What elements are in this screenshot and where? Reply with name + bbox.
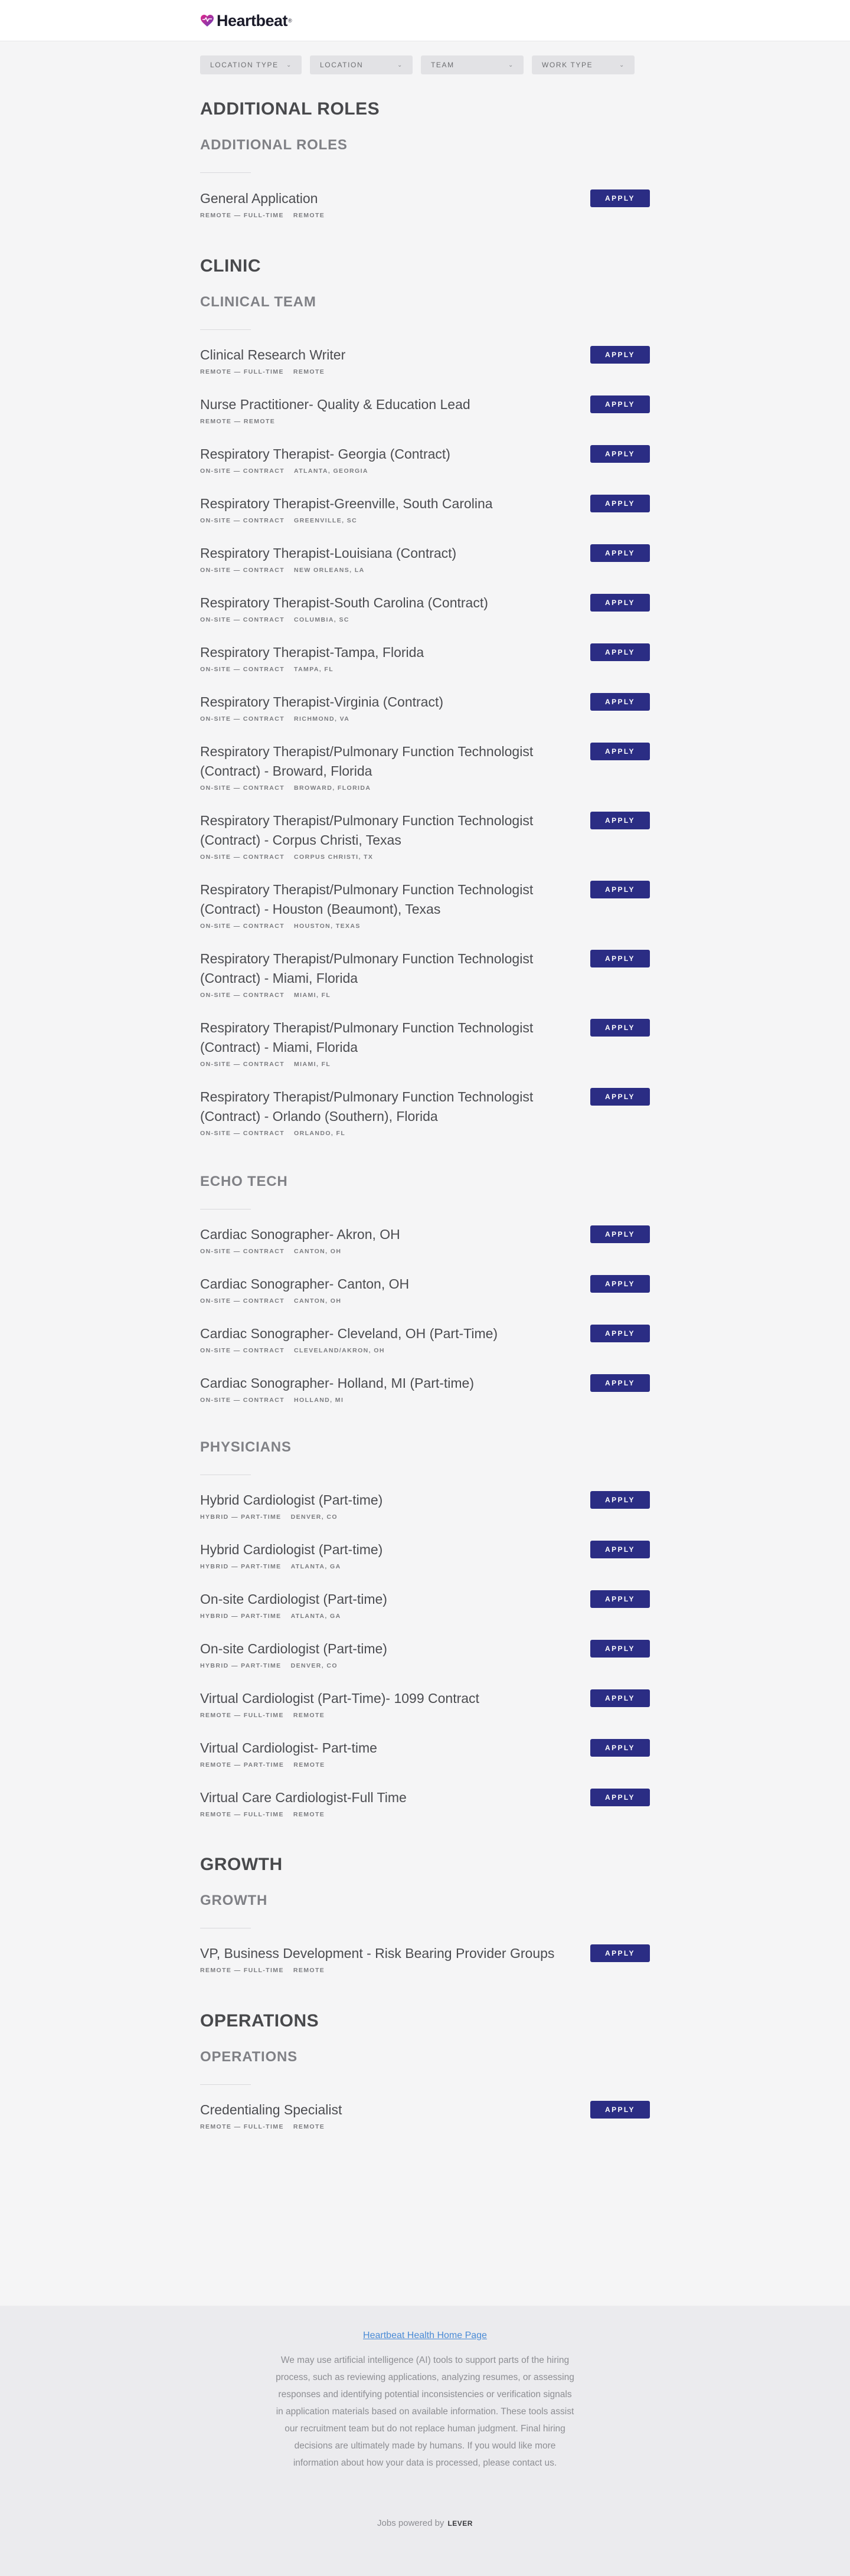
job-title-link[interactable]: Virtual Care Cardiologist-Full Time: [200, 1790, 407, 1805]
job-posting: [200, 1324, 650, 1354]
job-posting: [200, 1274, 650, 1305]
brand-name: Heartbeat: [217, 11, 288, 30]
job-posting: [200, 1087, 650, 1137]
apply-button[interactable]: APPLY: [590, 544, 650, 562]
job-title-link[interactable]: Respiratory Therapist/Pulmonary Function Technologist (Contract) - Miami, Florida: [200, 951, 534, 986]
filter-work-type[interactable]: [532, 55, 635, 74]
job-commitment: ON-SITE — CONTRACT: [200, 1130, 285, 1137]
apply-button[interactable]: APPLY: [590, 1088, 650, 1106]
lever-logo[interactable]: LEVER: [447, 2519, 473, 2528]
job-meta: [200, 567, 650, 574]
job-commitment: REMOTE — FULL-TIME: [200, 2123, 284, 2130]
job-commitment: ON-SITE — CONTRACT: [200, 616, 285, 623]
job-commitment: REMOTE — PART-TIME: [200, 1761, 285, 1768]
job-title-link[interactable]: Hybrid Cardiologist (Part-time): [200, 1542, 383, 1557]
job-title-link[interactable]: Respiratory Therapist/Pulmonary Function Technologist (Contract) - Miami, Florida: [200, 1020, 534, 1055]
job-meta: [200, 1347, 650, 1354]
job-title-link[interactable]: Respiratory Therapist/Pulmonary Function Technologist (Contract) - Corpus Christi, Texas: [200, 813, 534, 848]
team-heading: ECHO TECH: [200, 1173, 288, 1189]
job-title-link[interactable]: Respiratory Therapist-Virginia (Contract): [200, 694, 444, 710]
job-location: NEW ORLEANS, LA: [294, 567, 365, 574]
job-posting: [200, 345, 650, 375]
job-posting: [200, 949, 650, 999]
job-posting: [200, 2100, 650, 2130]
department-heading: ADDITIONAL ROLES: [200, 99, 380, 119]
job-posting: [200, 189, 650, 219]
job-location: REMOTE: [293, 368, 325, 375]
job-meta: [200, 616, 650, 623]
job-location: ORLANDO, FL: [294, 1130, 346, 1137]
heart-logo-icon: [200, 14, 214, 27]
job-location: COLUMBIA, SC: [294, 616, 349, 623]
job-posting: [200, 742, 650, 792]
apply-button[interactable]: APPLY: [590, 2101, 650, 2119]
job-posting: [200, 880, 650, 930]
job-title-link[interactable]: Respiratory Therapist-Greenville, South Carolina: [200, 496, 493, 511]
job-commitment: ON-SITE — CONTRACT: [200, 567, 285, 574]
job-commitment: ON-SITE — CONTRACT: [200, 854, 285, 861]
job-location: DENVER, CO: [290, 1662, 338, 1669]
job-posting: [200, 1788, 650, 1818]
department-heading: OPERATIONS: [200, 2011, 319, 2031]
job-posting: [200, 1590, 650, 1620]
powered-by-label: Jobs powered by: [377, 2518, 444, 2528]
job-posting: [200, 444, 650, 475]
job-location: CANTON, OH: [294, 1248, 342, 1255]
job-posting: [200, 1225, 650, 1255]
divider: [200, 329, 251, 330]
job-location: TAMPA, FL: [294, 666, 334, 673]
apply-button[interactable]: APPLY: [590, 1491, 650, 1509]
job-location: REMOTE: [293, 212, 325, 219]
job-meta: [200, 1712, 650, 1719]
job-meta: [200, 666, 650, 673]
job-commitment: ON-SITE — CONTRACT: [200, 715, 285, 723]
job-location: REMOTE: [293, 2123, 325, 2130]
job-title-link[interactable]: Respiratory Therapist-Tampa, Florida: [200, 645, 424, 660]
job-meta: [200, 1967, 650, 1974]
chevron-down-icon: ⌄: [508, 61, 514, 68]
job-title-link[interactable]: Cardiac Sonographer- Holland, MI (Part-time): [200, 1375, 475, 1391]
job-title-link[interactable]: General Application: [200, 191, 318, 206]
job-title-link[interactable]: Respiratory Therapist/Pulmonary Function Technologist (Contract) - Orlando (Southern), Florida: [200, 1089, 534, 1124]
department-heading: GROWTH: [200, 1855, 283, 1874]
job-commitment: ON-SITE — CONTRACT: [200, 992, 285, 999]
team-heading: CLINICAL TEAM: [200, 294, 316, 310]
job-location: MIAMI, FL: [294, 1061, 331, 1068]
top-bar: [0, 0, 850, 41]
job-commitment: ON-SITE — CONTRACT: [200, 1347, 285, 1354]
filter-label: TEAM: [431, 61, 455, 69]
apply-button[interactable]: APPLY: [590, 1739, 650, 1757]
apply-button[interactable]: APPLY: [590, 643, 650, 661]
job-location: RICHMOND, VA: [294, 715, 350, 723]
job-commitment: ON-SITE — CONTRACT: [200, 923, 285, 930]
job-commitment: ON-SITE — CONTRACT: [200, 784, 285, 792]
job-title-link[interactable]: Respiratory Therapist-South Carolina (Contract): [200, 595, 488, 610]
job-location: CLEVELAND/AKRON, OH: [294, 1347, 385, 1354]
job-commitment: HYBRID — PART-TIME: [200, 1662, 282, 1669]
job-posting: [200, 692, 650, 723]
apply-button[interactable]: APPLY: [590, 346, 650, 364]
job-meta: [200, 1613, 650, 1620]
apply-button[interactable]: APPLY: [590, 693, 650, 711]
team-heading: GROWTH: [200, 1892, 268, 1908]
team-heading: OPERATIONS: [200, 2049, 298, 2065]
job-title-link[interactable]: Cardiac Sonographer- Canton, OH: [200, 1276, 410, 1292]
filter-label: LOCATION TYPE: [210, 61, 279, 69]
job-commitment: ON-SITE — CONTRACT: [200, 1397, 285, 1404]
job-commitment: ON-SITE — CONTRACT: [200, 666, 285, 673]
apply-button[interactable]: APPLY: [590, 1275, 650, 1293]
powered-by: [0, 2518, 850, 2528]
job-meta: [200, 1130, 650, 1137]
job-meta: [200, 1662, 650, 1669]
job-commitment: ON-SITE — CONTRACT: [200, 1061, 285, 1068]
job-location: HOUSTON, TEXAS: [294, 923, 361, 930]
apply-button[interactable]: APPLY: [590, 1325, 650, 1342]
job-title-link[interactable]: Respiratory Therapist-Louisiana (Contract): [200, 545, 457, 561]
chevron-down-icon: ⌄: [286, 61, 292, 68]
job-commitment: HYBRID — PART-TIME: [200, 1563, 282, 1570]
job-posting: [200, 494, 650, 524]
job-commitment: ON-SITE — CONTRACT: [200, 468, 285, 475]
job-location: GREENVILLE, SC: [294, 517, 358, 524]
job-commitment: HYBRID — PART-TIME: [200, 1513, 282, 1521]
apply-button[interactable]: APPLY: [590, 189, 650, 207]
job-meta: [200, 517, 650, 524]
job-meta: [200, 1297, 650, 1305]
job-title-link[interactable]: VP, Business Development - Risk Bearing Provider Groups: [200, 1946, 555, 1961]
divider: [200, 172, 251, 173]
home-page-link[interactable]: Heartbeat Health Home Page: [363, 2330, 487, 2340]
job-location: ATLANTA, GA: [290, 1563, 341, 1570]
job-meta: [200, 1513, 650, 1521]
job-meta: [200, 1811, 650, 1818]
job-location: REMOTE: [293, 1712, 325, 1719]
apply-button[interactable]: APPLY: [590, 594, 650, 612]
job-posting: [200, 1944, 650, 1974]
job-location: BROWARD, FLORIDA: [294, 784, 371, 792]
job-commitment: REMOTE — REMOTE: [200, 418, 276, 425]
job-title-link[interactable]: Virtual Cardiologist- Part-time: [200, 1740, 377, 1756]
divider: [200, 2084, 251, 2085]
footer: [0, 2306, 850, 2576]
job-location: CANTON, OH: [294, 1297, 342, 1305]
job-posting: [200, 1018, 650, 1068]
team-heading: ADDITIONAL ROLES: [200, 137, 348, 153]
job-title-link[interactable]: On-site Cardiologist (Part-time): [200, 1641, 387, 1656]
job-title-link[interactable]: Clinical Research Writer: [200, 347, 346, 362]
job-meta: [200, 1563, 650, 1570]
job-meta: [200, 923, 650, 930]
filter-bar: [200, 55, 635, 74]
job-meta: [200, 1397, 650, 1404]
job-meta: [200, 468, 650, 475]
job-posting: [200, 1540, 650, 1570]
chevron-down-icon: ⌄: [397, 61, 403, 68]
filter-label: WORK TYPE: [542, 61, 593, 69]
job-meta: [200, 715, 650, 723]
job-location: MIAMI, FL: [294, 992, 331, 999]
apply-button[interactable]: APPLY: [590, 1019, 650, 1037]
job-title-link[interactable]: Respiratory Therapist/Pulmonary Function Technologist (Contract) - Broward, Florida: [200, 744, 534, 779]
job-location: HOLLAND, MI: [294, 1397, 344, 1404]
apply-button[interactable]: APPLY: [590, 1944, 650, 1962]
apply-button[interactable]: APPLY: [590, 1225, 650, 1243]
apply-button[interactable]: APPLY: [590, 395, 650, 413]
job-meta: [200, 418, 650, 425]
job-commitment: ON-SITE — CONTRACT: [200, 1297, 285, 1305]
job-meta: [200, 854, 650, 861]
job-title-link[interactable]: Virtual Cardiologist (Part-Time)- 1099 Contract: [200, 1691, 479, 1706]
job-posting: [200, 811, 650, 861]
job-title-link[interactable]: Credentialing Specialist: [200, 2102, 342, 2117]
job-commitment: REMOTE — FULL-TIME: [200, 212, 284, 219]
apply-button[interactable]: APPLY: [590, 950, 650, 967]
apply-button[interactable]: APPLY: [590, 881, 650, 898]
filter-location[interactable]: [310, 55, 413, 74]
job-meta: [200, 212, 650, 219]
job-commitment: ON-SITE — CONTRACT: [200, 517, 285, 524]
job-posting: [200, 1738, 650, 1768]
job-commitment: REMOTE — FULL-TIME: [200, 368, 284, 375]
apply-button[interactable]: APPLY: [590, 1789, 650, 1806]
job-commitment: ON-SITE — CONTRACT: [200, 1248, 285, 1255]
job-title-link[interactable]: Respiratory Therapist- Georgia (Contract): [200, 446, 450, 462]
job-title-link[interactable]: Cardiac Sonographer- Cleveland, OH (Part-Time): [200, 1326, 498, 1341]
apply-button[interactable]: APPLY: [590, 812, 650, 829]
apply-button[interactable]: APPLY: [590, 495, 650, 512]
job-title-link[interactable]: Hybrid Cardiologist (Part-time): [200, 1492, 383, 1508]
job-posting: [200, 1689, 650, 1719]
job-meta: [200, 1061, 650, 1068]
job-title-link[interactable]: On-site Cardiologist (Part-time): [200, 1591, 387, 1607]
job-commitment: REMOTE — FULL-TIME: [200, 1712, 284, 1719]
job-posting: [200, 1639, 650, 1669]
chevron-down-icon: ⌄: [619, 61, 625, 68]
job-posting: [200, 1374, 650, 1404]
job-title-link[interactable]: Respiratory Therapist/Pulmonary Function Technologist (Contract) - Houston (Beaumont), Texas: [200, 882, 534, 917]
job-commitment: REMOTE — FULL-TIME: [200, 1967, 284, 1974]
filter-team[interactable]: [421, 55, 524, 74]
job-meta: [200, 992, 650, 999]
filter-label: LOCATION: [320, 61, 364, 69]
heartbeat-logo[interactable]: [200, 12, 292, 30]
job-location: REMOTE: [293, 1811, 325, 1818]
department-heading: CLINIC: [200, 256, 261, 276]
apply-button[interactable]: APPLY: [590, 1640, 650, 1658]
apply-button[interactable]: APPLY: [590, 1590, 650, 1608]
ai-disclosure-text: We may use artificial intelligence (AI) tools to support parts of the hiring process, such as reviewing applications, analyzing resumes, or assessing responses and identifying potential inconsistencies or verification signals in application materials based on available information. These tools assist our recruitment team but do not replace human judgment. Final hiring decisions are ultimately made by humans. If you would like more information about how your data is processed, please contact us.: [276, 2355, 574, 2468]
job-commitment: HYBRID — PART-TIME: [200, 1613, 282, 1620]
apply-button[interactable]: APPLY: [590, 1374, 650, 1392]
job-posting: [200, 1490, 650, 1521]
job-location: DENVER, CO: [290, 1513, 338, 1521]
job-commitment: REMOTE — FULL-TIME: [200, 1811, 284, 1818]
apply-button[interactable]: APPLY: [590, 1689, 650, 1707]
job-location: ATLANTA, GA: [290, 1613, 341, 1620]
job-meta: [200, 368, 650, 375]
filter-location-type[interactable]: [200, 55, 302, 74]
job-posting: [200, 395, 650, 425]
apply-button[interactable]: APPLY: [590, 743, 650, 760]
job-location: REMOTE: [293, 1967, 325, 1974]
brand-tm: ®: [288, 18, 292, 24]
job-posting: [200, 593, 650, 623]
job-posting: [200, 544, 650, 574]
job-title-link[interactable]: Nurse Practitioner- Quality & Education Lead: [200, 397, 470, 412]
apply-button[interactable]: APPLY: [590, 1541, 650, 1558]
job-posting: [200, 643, 650, 673]
job-title-link[interactable]: Cardiac Sonographer- Akron, OH: [200, 1227, 400, 1242]
job-location: ATLANTA, GEORGIA: [294, 468, 368, 475]
job-meta: [200, 1761, 650, 1768]
job-location: CORPUS CHRISTI, TX: [294, 854, 374, 861]
job-location: REMOTE: [293, 1761, 325, 1768]
apply-button[interactable]: APPLY: [590, 445, 650, 463]
job-meta: [200, 1248, 650, 1255]
team-heading: PHYSICIANS: [200, 1439, 292, 1455]
job-meta: [200, 2123, 650, 2130]
job-meta: [200, 784, 650, 792]
